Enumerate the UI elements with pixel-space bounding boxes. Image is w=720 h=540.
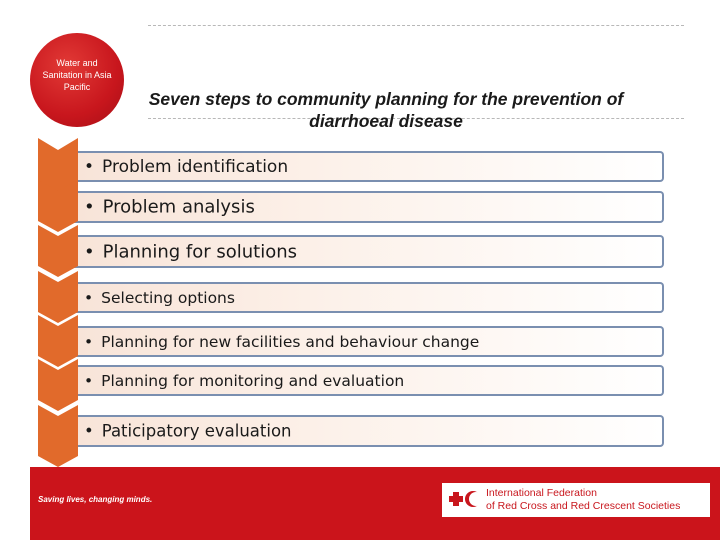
step-text-4 (84, 289, 235, 307)
ifrc-logo (442, 483, 710, 517)
step-bar-2 (74, 191, 664, 223)
step-tag-number-7: 7 (17, 442, 23, 453)
step-text-6 (84, 372, 404, 390)
step-label-5: Planning for new facilities and behaviour change (101, 332, 480, 351)
footer-tagline: Saving lives, changing minds. (38, 495, 153, 504)
step-bar-3 (74, 235, 664, 268)
step-label-6: Planning for monitoring and evaluation (101, 371, 405, 390)
step-chevron-3 (38, 225, 78, 277)
step-text-3 (84, 241, 297, 262)
footer-red-band (30, 467, 720, 540)
step-tag-text-7: Step (8, 428, 32, 440)
step-label-2: Problem analysis (102, 196, 255, 218)
step-label-3: Planning for solutions (102, 241, 298, 262)
step-tag-4 (0, 291, 40, 305)
step-chevron-shape (38, 225, 78, 277)
logo-text (30, 57, 124, 93)
slide-title-line-2: diarrhoeal disease (309, 111, 463, 131)
step-bar-5 (74, 326, 664, 357)
bullet-icon: • (84, 156, 95, 177)
footer (0, 467, 720, 540)
step-text-2 (84, 197, 255, 218)
step-bar-1 (74, 151, 664, 182)
bullet-icon: • (84, 241, 95, 262)
step-label-1: Problem identification (102, 156, 289, 177)
slide-title (112, 88, 660, 132)
step-tag-7 (0, 427, 40, 455)
bullet-icon: • (84, 421, 94, 441)
step-bar-4 (74, 282, 664, 313)
step-tag-text-1: Step (6, 157, 34, 172)
slide-title-line-1: Seven steps to community planning for the prevention of (148, 89, 624, 109)
ifrc-name (486, 487, 708, 513)
step-text-7 (84, 422, 292, 441)
step-tag-1 (0, 158, 40, 172)
step-tag-number-2: 2 (17, 212, 23, 222)
step-tag-text-2: Step (4, 195, 36, 212)
bullet-icon: • (84, 371, 94, 390)
bullet-icon: • (84, 288, 94, 307)
red-cross-icon (444, 483, 484, 517)
step-tag-3 (0, 247, 40, 261)
ifrc-name-line-1: International Federation (486, 487, 597, 499)
step-chevron-shape (38, 405, 78, 467)
wash-asia-pacific-logo (30, 33, 124, 127)
ifrc-name-line-2: of Red Cross and Red Crescent Societies (486, 500, 681, 512)
step-tag-text-3: Step (8, 248, 32, 260)
step-bar-7 (74, 415, 664, 447)
step-tag-2 (0, 196, 40, 222)
step-tag-text-6: Step (8, 382, 32, 394)
step-label-4: Selecting options (101, 288, 235, 307)
step-tag-text-4: Step (8, 292, 32, 304)
step-chevron-6 (38, 359, 78, 411)
bullet-icon: • (84, 196, 95, 218)
step-label-7: Paticipatory evaluation (101, 421, 292, 441)
logo-line-3: Pacific (63, 82, 91, 92)
bullet-icon: • (84, 332, 94, 351)
step-tag-6 (0, 381, 40, 395)
logo-line-1: Water and (56, 58, 98, 68)
logo-line-2: Sanitation in Asia (42, 70, 112, 80)
step-chevron-7 (38, 405, 78, 467)
step-text-1 (84, 157, 288, 177)
step-bar-6 (74, 365, 664, 396)
top-dashed-rule (148, 25, 684, 26)
step-text-5 (84, 333, 479, 351)
step-chevron-shape (38, 359, 78, 411)
